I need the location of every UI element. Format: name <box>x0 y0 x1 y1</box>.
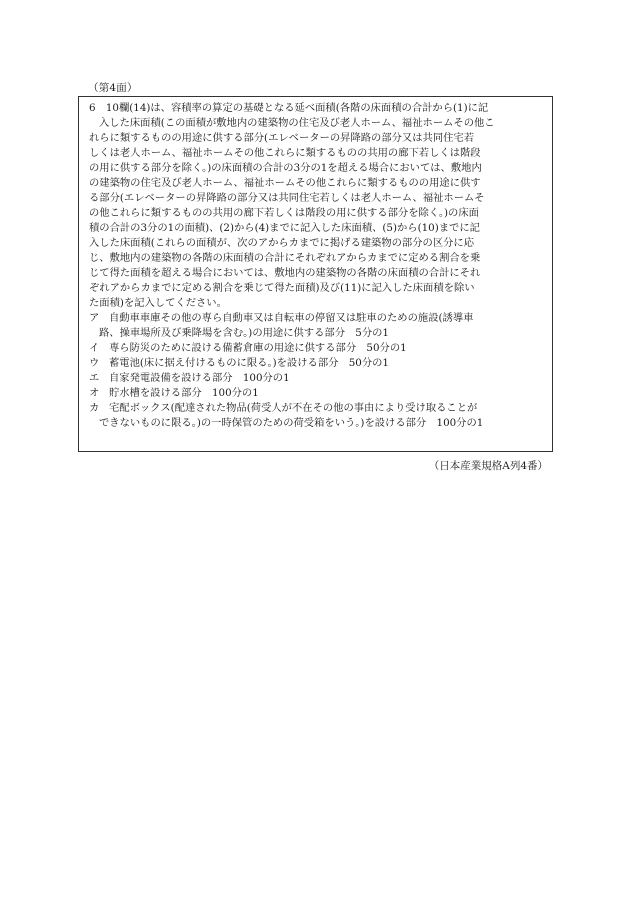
list-item-line: 路、操車場所及び乗降場を含む。)の用途に供する部分 5分の1 <box>99 327 389 339</box>
note-line: る部分(エレベーターの昇降路の部分又は共同住宅若しくは老人ホーム、福祉ホームそ <box>89 192 485 204</box>
list-item-text <box>99 401 546 431</box>
list-item-text <box>109 341 546 356</box>
list-item-line: 自動車車庫その他の専ら自動車又は自転車の停留又は駐車のための施設(誘導車 <box>109 312 474 324</box>
note-line: 積の合計の3分の1の面積)、(2)から(4)までに記入した床面積、(5)から(10)までに記 <box>89 222 480 234</box>
list-item-text <box>99 311 546 341</box>
list-item-line: 専ら防災のために設ける備蓄倉庫の用途に供する部分 50分の1 <box>109 342 407 354</box>
note-line: の用に供する部分を除く。)の床面積の合計の3分の1を超える場合においては、敷地内 <box>89 162 482 174</box>
list-item-text <box>109 386 546 401</box>
list-item-line: 蓄電池(床に据え付けるものに限る。)を設ける部分 50分の1 <box>109 357 389 369</box>
list-item-a <box>89 311 546 341</box>
list-item-marker: カ <box>89 402 100 414</box>
note-line: 入した床面積(この面積が敷地内の建築物の住宅及び老人ホーム、福祉ホームその他こ <box>99 117 495 129</box>
list-item-o <box>89 386 546 401</box>
list-item-text <box>109 371 546 386</box>
list-item-marker: イ <box>89 342 100 354</box>
list-item-marker: ウ <box>89 357 100 369</box>
note-box <box>78 96 553 452</box>
note-line: じて得た面積を超える場合においては、敷地内の建築物の各階の床面積の合計にそれ <box>89 267 481 279</box>
paper-size-label: （日本産業規格A列4番） <box>428 460 548 472</box>
note-line: 6 10欄(14)は、容積率の算定の基礎となる延べ面積(各階の床面積の合計から(1)に記 <box>89 102 489 114</box>
note-line: ぞれアからカまでに定める割合を乗じて得た面積)及び(11)に記入した床面積を除い <box>89 282 475 294</box>
page-number-label: （第4面） <box>88 82 138 94</box>
list-item-line: 自家発電設備を設ける部分 100分の1 <box>109 372 290 384</box>
note-line: しくは老人ホーム、福祉ホームその他これらに類するものの共用の廊下若しくは階段 <box>89 147 481 159</box>
list-item-line: 貯水槽を設ける部分 100分の1 <box>109 387 259 399</box>
list-item-line: 宅配ボックス(配達された物品(荷受人が不在その他の事由により受け取ることが <box>109 402 478 414</box>
list-item-ka <box>89 401 546 431</box>
list-item-line: できないものに限る。)の一時保管のための荷受箱をいう。)を設ける部分 100分の1 <box>99 417 484 429</box>
list-item-marker: エ <box>89 372 100 384</box>
list-item-marker: ア <box>89 312 100 324</box>
list-item-e <box>89 371 546 386</box>
note-line: の建築物の住宅及び老人ホーム、福祉ホームその他これらに類するものの用途に供す <box>89 177 481 189</box>
note-line: れらに類するものの用途に供する部分(エレベーターの昇降路の部分又は共同住宅若 <box>89 132 474 144</box>
note-line: じ、敷地内の建築物の各階の床面積の合計にそれぞれアからカまでに定める割合を乗 <box>89 252 481 264</box>
note-line: の他これらに類するものの共用の廊下若しくは階段の用に供する部分を除く。)の床面 <box>89 207 479 219</box>
list-item-marker: オ <box>89 387 100 399</box>
note-6-paragraph <box>89 101 546 311</box>
list-item-text <box>109 356 546 371</box>
list-item-i <box>89 341 546 356</box>
list-item-u <box>89 356 546 371</box>
note-line: 入した床面積(これらの面積が、次のアからカまでに掲げる建築物の部分の区分に応 <box>89 237 474 249</box>
note-line: た面積)を記入してください。 <box>89 297 227 309</box>
